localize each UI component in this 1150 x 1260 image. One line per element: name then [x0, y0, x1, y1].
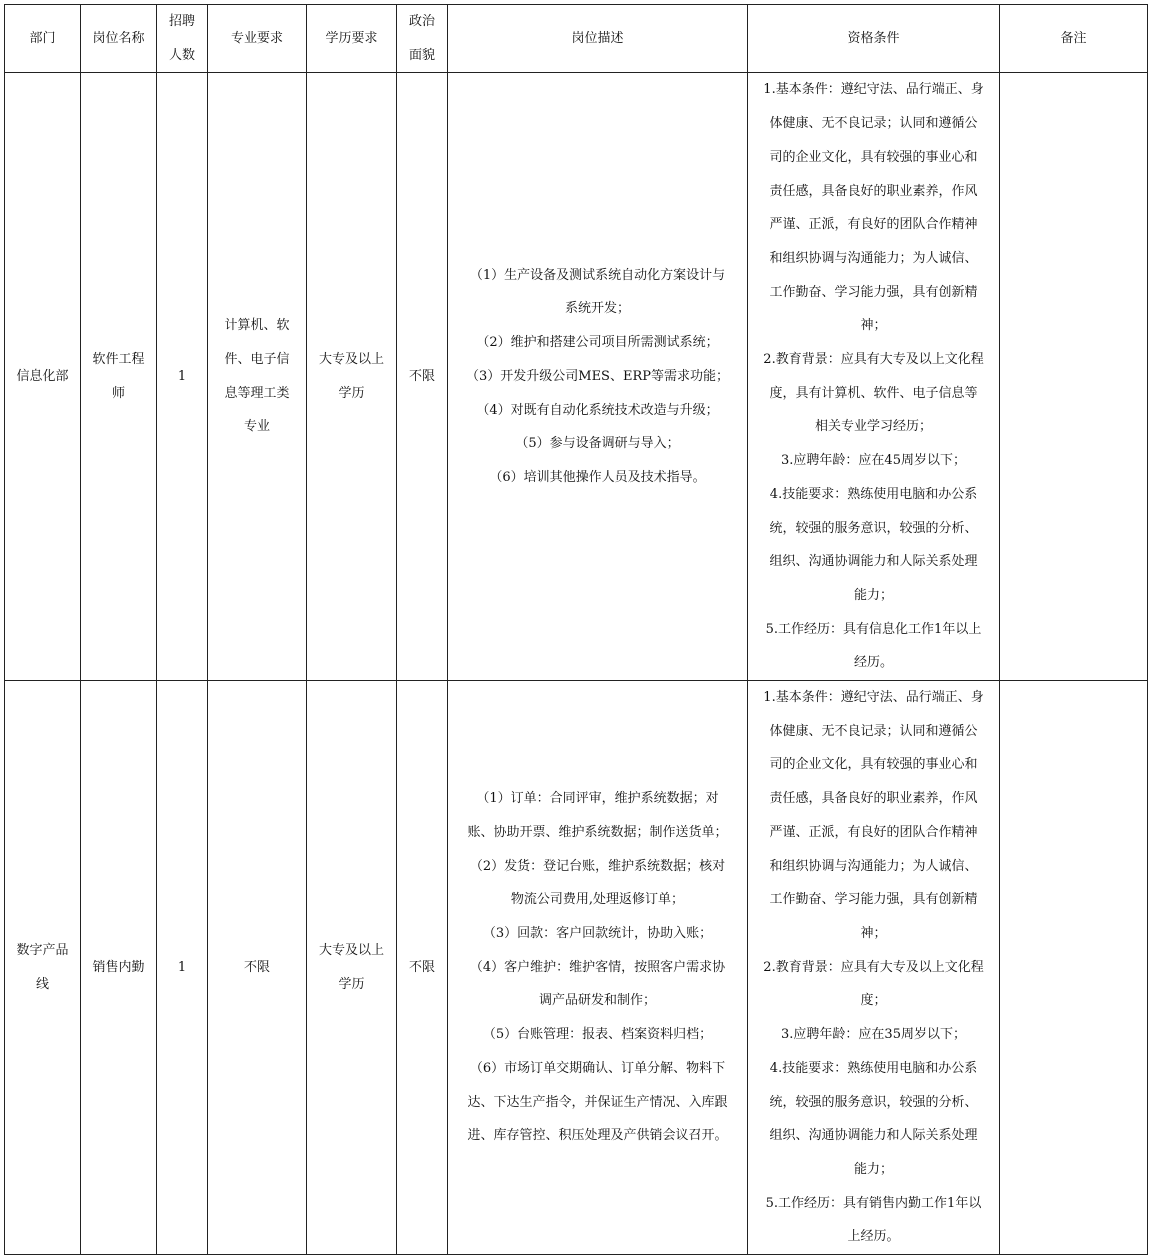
cell-position [81, 681, 157, 1255]
header-row [5, 5, 1148, 73]
cell-description [448, 73, 748, 681]
department-line: 线 [35, 976, 49, 992]
position-line: 软件工程 [92, 352, 145, 368]
header-line: 面貌 [408, 47, 435, 63]
header-label: 备注 [1060, 30, 1087, 46]
header-label: 学历要求 [325, 30, 378, 46]
cell-department [5, 681, 81, 1255]
qualifications-line: 4.技能要求：熟练使用电脑和办公系 [769, 1060, 978, 1076]
description-line: （1）订单：合同评审，维护系统数据；对 [476, 791, 719, 807]
major-line: 不限 [243, 959, 270, 975]
qualifications-line: 组织、沟通协调能力和人际关系处理 [769, 554, 978, 570]
table-row [5, 681, 1148, 1255]
qualifications-line: 责任感，具备良好的职业素养，作风 [769, 183, 978, 199]
qualifications-line: 度； [860, 993, 887, 1009]
cell-education [307, 681, 397, 1255]
major-line: 息等理工类 [224, 385, 290, 401]
position-line: 销售内勤 [92, 959, 145, 975]
qualifications-line: 司的企业文化，具有较强的事业心和 [769, 757, 978, 773]
description-line: 账、协助开票、维护系统数据；制作送货单； [467, 824, 728, 840]
qualifications-line: 3.应聘年龄：应在45周岁以下； [781, 453, 966, 469]
header-position [81, 5, 157, 73]
cell-qualifications [748, 681, 1000, 1255]
table-row [5, 73, 1148, 681]
qualifications-line: 3.应聘年龄：应在35周岁以下； [781, 1027, 966, 1043]
education-line: 学历 [338, 385, 365, 401]
header-count [157, 5, 208, 73]
qualifications-line: 和组织协调与沟通能力；为人诚信、 [769, 250, 978, 266]
education-line: 学历 [338, 976, 365, 992]
description-line: （4）客户维护：维护客情，按照客户需求协 [469, 959, 726, 975]
description-line: （4）对既有自动化系统技术改造与升级； [476, 402, 719, 418]
description-line: （2）维护和搭建公司项目所需测试系统； [476, 335, 719, 351]
qualifications-line: 责任感，具备良好的职业素养，作风 [769, 791, 978, 807]
major-line: 专业 [243, 419, 270, 435]
education-line: 大专及以上 [318, 352, 384, 368]
header-qualifications [748, 5, 1000, 73]
education-line: 大专及以上 [318, 942, 384, 958]
header-education [307, 5, 397, 73]
header-label: 岗位名称 [92, 30, 145, 46]
qualifications-line: 2.教育背景：应具有大专及以上文化程 [763, 352, 984, 368]
description-line: （5）参与设备调研与导入； [515, 436, 680, 452]
qualifications-line: 体健康、无不良记录；认同和遵循公 [769, 723, 978, 739]
qualifications-line: 和组织协调与沟通能力；为人诚信、 [769, 858, 978, 874]
header-line: 人数 [168, 47, 195, 63]
description-line: 调产品研发和制作； [538, 993, 656, 1009]
cell-description [448, 681, 748, 1255]
major-line: 计算机、软 [224, 318, 290, 334]
qualifications-line: 上经历。 [847, 1229, 900, 1245]
cell-education [307, 73, 397, 681]
position-line: 师 [111, 385, 125, 401]
qualifications-line: 相关专业学习经历； [814, 419, 932, 435]
qualifications-line: 严谨、正派，有良好的团队合作精神 [769, 217, 978, 233]
qualifications-line: 能力； [853, 587, 893, 603]
major-line: 件、电子信 [224, 352, 290, 368]
qualifications-line: 4.技能要求：熟练使用电脑和办公系 [769, 486, 978, 502]
header-label: 岗位描述 [571, 30, 624, 46]
header-description [448, 5, 748, 73]
description-line: 进、库存管控、积压处理及产供销会议召开。 [467, 1128, 728, 1144]
cell-remarks [1000, 681, 1148, 1255]
cell-department [5, 73, 81, 681]
cell-count [157, 73, 208, 681]
qualifications-line: 严谨、正派，有良好的团队合作精神 [769, 824, 978, 840]
qualifications-line: 工作勤奋、学习能力强，具有创新精 [769, 892, 978, 908]
qualifications-line: 5.工作经历：具有信息化工作1年以上 [765, 621, 982, 637]
qualifications-line: 统，较强的服务意识，较强的分析、 [769, 520, 978, 536]
cell-qualifications [748, 73, 1000, 681]
description-line: （1）生产设备及测试系统自动化方案设计与 [469, 267, 726, 283]
description-line: 物流公司费用,处理返修订单； [510, 892, 685, 908]
qualifications-line: 1.基本条件：遵纪守法、品行端正、身 [763, 690, 984, 706]
qualifications-line: 经历。 [853, 655, 893, 671]
qualifications-line: 1.基本条件：遵纪守法、品行端正、身 [763, 82, 984, 98]
cell-remarks [1000, 73, 1148, 681]
header-label: 部门 [29, 30, 56, 46]
qualifications-line: 组织、沟通协调能力和人际关系处理 [769, 1128, 978, 1144]
description-line: （3）开发升级公司MES、ERP等需求功能； [465, 368, 729, 384]
header-remarks [1000, 5, 1148, 73]
cell-count [157, 681, 208, 1255]
department-line: 数字产品 [16, 942, 69, 958]
political-line: 不限 [408, 959, 435, 975]
description-line: （6）培训其他操作人员及技术指导。 [489, 469, 706, 485]
department-line: 信息化部 [16, 368, 69, 384]
cell-position [81, 73, 157, 681]
header-line: 招聘 [168, 14, 195, 29]
header-line: 政治 [408, 14, 435, 29]
recruitment-table [4, 4, 1148, 1255]
header-department [5, 5, 81, 73]
political-line: 不限 [408, 368, 435, 384]
cell-major [208, 681, 307, 1255]
header-label: 专业要求 [230, 30, 283, 46]
description-line: 达、下达生产指令，并保证生产情况、入库跟 [467, 1094, 728, 1110]
qualifications-line: 5.工作经历：具有销售内勤工作1年以 [765, 1195, 982, 1211]
cell-political [397, 681, 448, 1255]
qualifications-line: 工作勤奋、学习能力强，具有创新精 [769, 284, 978, 300]
description-line: 系统开发； [564, 301, 630, 317]
qualifications-line: 司的企业文化，具有较强的事业心和 [769, 149, 978, 165]
cell-major [208, 73, 307, 681]
qualifications-line: 度，具有计算机、软件、电子信息等 [769, 385, 978, 401]
header-political [397, 5, 448, 73]
description-line: （2）发货：登记台账，维护系统数据；核对 [469, 858, 726, 874]
description-line: （5）台账管理：报表、档案资料归档； [482, 1027, 713, 1043]
description-line: （3）回款：客户回款统计，协助入账； [482, 926, 713, 941]
qualifications-line: 体健康、无不良记录；认同和遵循公 [769, 116, 978, 132]
cell-political [397, 73, 448, 681]
qualifications-line: 统，较强的服务意识，较强的分析、 [769, 1094, 978, 1110]
qualifications-line: 神； [860, 926, 887, 941]
qualifications-line: 能力； [853, 1161, 893, 1177]
header-major [208, 5, 307, 73]
qualifications-line: 2.教育背景：应具有大专及以上文化程 [763, 959, 984, 975]
description-line: （6）市场订单交期确认、订单分解、物料下 [469, 1060, 726, 1076]
header-label: 资格条件 [847, 30, 900, 46]
count-line: 1 [177, 368, 187, 384]
qualifications-line: 神； [860, 318, 887, 334]
count-line: 1 [177, 959, 187, 975]
